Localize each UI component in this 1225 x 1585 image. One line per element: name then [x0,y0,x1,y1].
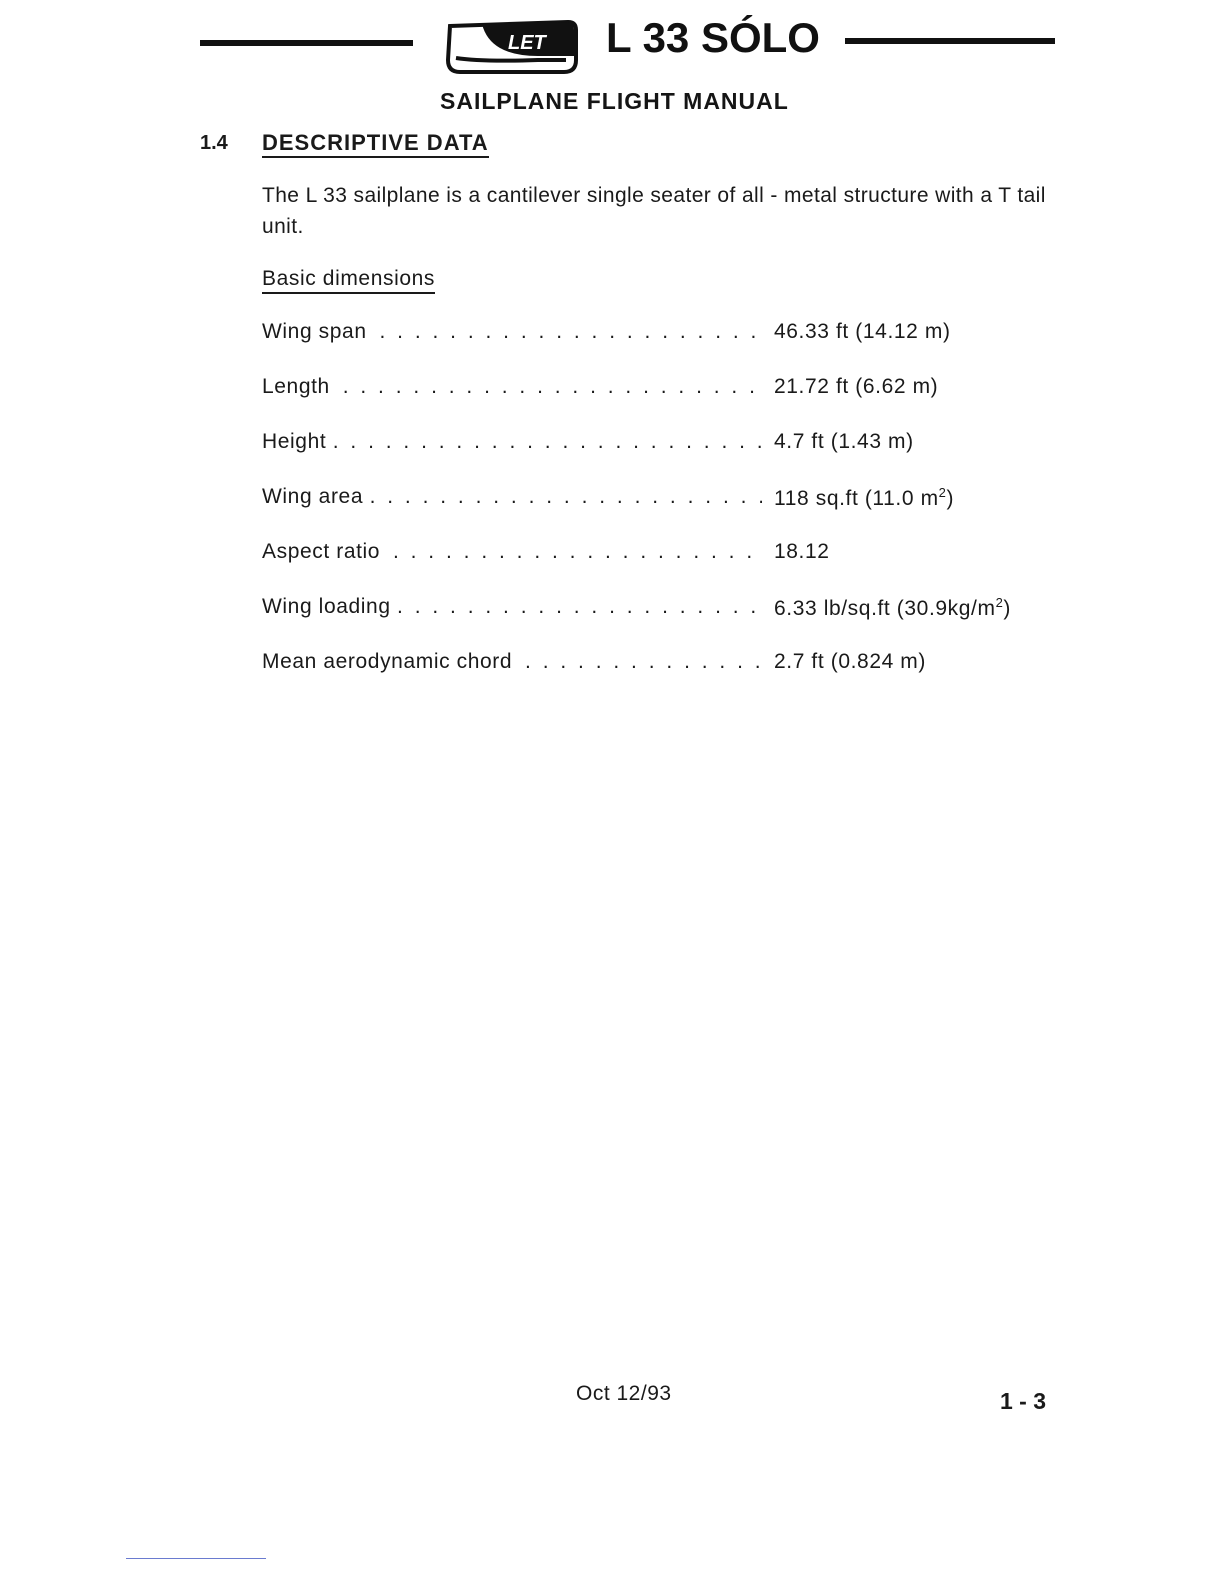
dimension-label: Length [262,375,330,398]
section-title: DESCRIPTIVE DATA [262,130,489,158]
dimension-value: 2.7 ft (0.824 m) [774,650,926,673]
dimension-value-tail: ) [1003,597,1012,620]
manual-title: L 33 SÓLO [606,14,820,61]
dimension-value [774,485,954,511]
dimension-value: 18.12 [774,540,830,563]
dimension-value: 21.72 ft (6.62 m) [774,375,939,398]
scan-artifact-line [126,1558,266,1559]
dimension-value-main: 118 sq.ft (11.0 m [774,487,939,510]
header-rule-right [845,38,1055,44]
dimension-label: Wing span [262,320,367,343]
dimension-label: Wing loading [262,595,391,618]
dimension-value-tail: ) [946,487,955,510]
dimension-value: 46.33 ft (14.12 m) [774,320,951,343]
intro-paragraph: The L 33 sailplane is a cantilever single seater of all - metal structure with a T tail unit. [262,184,1046,238]
revision-date: Oct 12/93 [576,1382,672,1405]
dimension-row-aspect-ratio [262,540,1062,595]
dimension-value-main: 6.33 lb/sq.ft (30.9kg/m [774,597,996,620]
dimension-value-sup: 2 [938,485,947,500]
dimension-label: Aspect ratio [262,540,381,563]
dimension-label: Mean aerodynamic chord [262,650,513,673]
dimension-label: Wing area [262,485,364,508]
dimension-value [774,595,1011,621]
page-number: 1 - 3 [1000,1388,1047,1414]
header-rule-left [200,40,413,46]
dimension-row-wing-loading [262,595,1062,650]
dimension-row-mean-aerodynamic-chord [262,650,1062,705]
basic-dimensions-heading: Basic dimensions [262,266,435,294]
dimension-value: 4.7 ft (1.43 m) [774,430,914,453]
dimension-row-wing-area [262,485,1062,540]
dimension-row-length [262,375,1062,430]
dimension-value-sup: 2 [995,595,1004,610]
dimension-label: Height [262,430,327,453]
logo-text: LET [508,32,546,54]
dimension-row-wing-span [262,320,1062,375]
dimensions-list [262,320,1062,705]
dimension-row-height [262,430,1062,485]
let-logo [442,18,580,76]
section-number: 1.4 [200,132,228,154]
manual-subtitle: SAILPLANE FLIGHT MANUAL [440,88,789,114]
